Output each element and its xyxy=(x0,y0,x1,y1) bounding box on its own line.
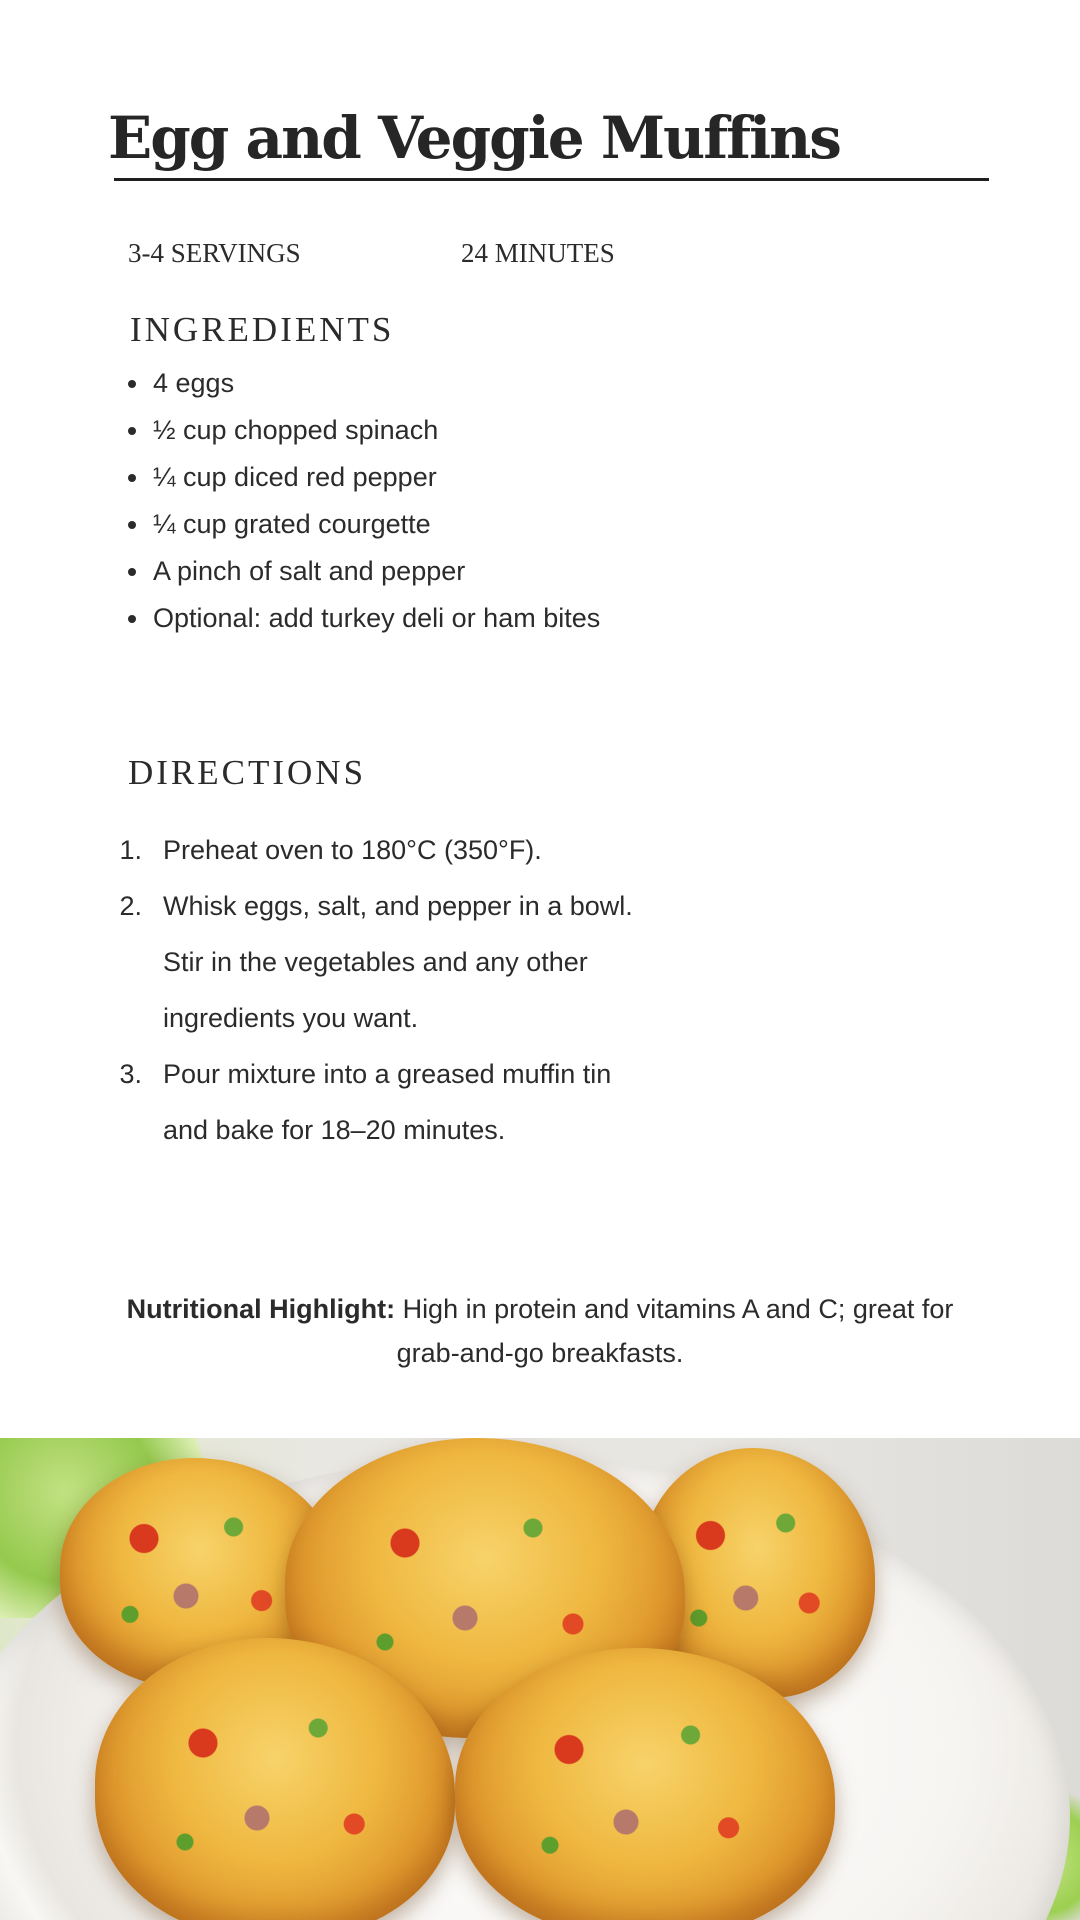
nutrition-text: High in protein and vitamins A and C; great for grab-and-go breakfasts. xyxy=(395,1294,954,1368)
step-text: Whisk eggs, salt, and pepper in a bowl. Stir in the vegetables and any other ingredients you want. xyxy=(163,891,633,1033)
ingredient-text: ¼ cup diced red pepper xyxy=(153,462,437,492)
nutrition-highlight xyxy=(100,1287,980,1375)
step-number: 3. xyxy=(119,1059,142,1089)
ingredient-text: ¼ cup grated courgette xyxy=(153,509,431,539)
direction-step xyxy=(119,878,660,1046)
ingredient-item xyxy=(124,595,684,642)
bullet-icon xyxy=(128,380,136,388)
time-label: 24 MINUTES xyxy=(461,238,615,268)
step-number: 2. xyxy=(119,891,142,921)
title-divider xyxy=(114,178,989,181)
step-text: Preheat oven to 180°C (350°F). xyxy=(163,835,542,865)
bullet-icon xyxy=(128,615,136,623)
directions-heading: DIRECTIONS xyxy=(128,753,367,792)
ingredient-item xyxy=(124,407,684,454)
step-text: Pour mixture into a greased muffin tin and bake for 18–20 minutes. xyxy=(163,1059,612,1145)
bullet-icon xyxy=(128,568,136,576)
ingredient-item xyxy=(124,360,684,407)
servings-label: 3-4 SERVINGS xyxy=(128,238,301,268)
ingredient-item xyxy=(124,548,684,595)
ingredient-item xyxy=(124,454,684,501)
bullet-icon xyxy=(128,521,136,529)
ingredient-text: 4 eggs xyxy=(153,368,235,398)
muffins-photo xyxy=(0,1438,1080,1920)
ingredient-text: ½ cup chopped spinach xyxy=(153,415,439,445)
nutrition-label: Nutritional Highlight: xyxy=(126,1294,396,1324)
ingredient-text: Optional: add turkey deli or ham bites xyxy=(153,603,601,633)
direction-step xyxy=(119,822,660,878)
page-title: Egg and Veggie Muffins xyxy=(108,104,840,172)
bullet-icon xyxy=(128,427,136,435)
ingredient-text: A pinch of salt and pepper xyxy=(153,556,466,586)
ingredients-heading: INGREDIENTS xyxy=(130,310,395,349)
bullet-icon xyxy=(128,474,136,482)
step-number: 1. xyxy=(119,835,142,865)
ingredient-item xyxy=(124,501,684,548)
direction-step xyxy=(119,1046,660,1158)
directions-list xyxy=(119,822,660,1158)
ingredients-list xyxy=(124,360,684,642)
